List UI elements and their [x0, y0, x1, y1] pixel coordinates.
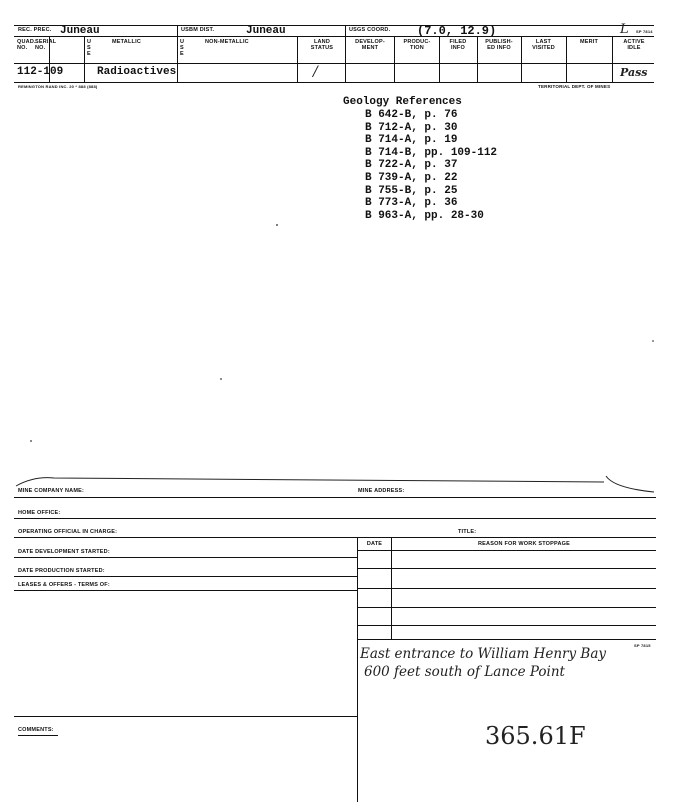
form-rule [14, 497, 656, 498]
metallic-label: METALLIC [112, 39, 141, 45]
usbm-dist-label: USBM DIST. [181, 27, 215, 33]
land-status-value: / [313, 64, 318, 80]
header-bottom-rule [14, 82, 654, 83]
scan-speck [30, 440, 32, 442]
comments-label: COMMENTS: [18, 727, 54, 733]
reference-item: B 714-B, pp. 109-112 [365, 146, 498, 159]
scan-speck [276, 224, 278, 226]
form-rule [14, 576, 357, 577]
rec-prec-label: REC. PREC. [18, 27, 52, 33]
header-top-rule [14, 25, 654, 26]
serial-no-label: SERIAL NO. [35, 39, 57, 51]
production-label: PRODUC- TION [403, 39, 431, 51]
reference-item: B 773-A, p. 36 [365, 197, 458, 210]
reference-item: B 963-A, pp. 28-30 [365, 209, 484, 222]
form-rule [357, 588, 656, 589]
quad-serial-value: 112-109 [17, 66, 64, 78]
col-divider [84, 36, 85, 82]
col-divider [297, 36, 298, 82]
col-divider [612, 36, 613, 82]
torn-top-edge [14, 472, 664, 498]
leases-label: LEASES & OFFERS - TERMS OF: [18, 582, 110, 588]
usbm-dist-value: Juneau [246, 25, 286, 37]
header-row1-rule [14, 36, 654, 37]
form-rule [14, 716, 357, 717]
mine-address-label: MINE ADDRESS: [358, 488, 405, 494]
use-label-metallic: U S E [87, 39, 92, 57]
mine-company-label: MINE COMPANY NAME: [18, 488, 85, 494]
form-rule [357, 639, 656, 640]
form-rule [357, 550, 656, 551]
rec-prec-value: Juneau [60, 25, 100, 37]
land-status-label: LAND STATUS [310, 39, 334, 51]
operating-official-label: OPERATING OFFICIAL IN CHARGE: [18, 529, 118, 535]
home-office-label: HOME OFFICE: [18, 510, 61, 516]
reference-item: B 739-A, p. 22 [365, 171, 458, 184]
nonmetallic-label: NON-METALLIC [205, 39, 249, 45]
date-production-label: DATE PRODUCTION STARTED: [18, 568, 105, 574]
active-idle-value: Pass [620, 66, 648, 79]
use-label-nonmetallic: U S E [180, 39, 185, 57]
merit-label: MERIT [579, 39, 599, 45]
reference-item: B 712-A, p. 30 [365, 121, 458, 134]
reference-item: B 755-B, p. 25 [365, 184, 458, 197]
form-rule [14, 557, 357, 558]
scan-speck [652, 340, 654, 342]
printer-note: REMINGTON RAND INC. 20 * 888 (888) [18, 84, 98, 89]
reference-item: B 722-A, p. 37 [365, 159, 458, 172]
references-list [365, 109, 497, 222]
form-rule [357, 607, 656, 608]
references-title: Geology References [343, 96, 462, 108]
reference-item: B 642-B, p. 76 [365, 109, 458, 121]
scan-speck [220, 378, 222, 380]
quad-no-label: QUAD. NO. [17, 39, 36, 51]
col-divider [177, 25, 178, 82]
usgs-coord-value: (7.0, 12.9) [417, 24, 497, 38]
date-development-label: DATE DEVELOPMENT STARTED: [18, 549, 110, 555]
form-rule [14, 590, 357, 591]
date-column-label: DATE [366, 541, 383, 547]
handwritten-location-line2: 600 feet south of Lance Point [364, 664, 565, 680]
development-label: DEVELOP- MENT [355, 39, 385, 51]
header-row2-rule [14, 63, 654, 64]
corner-mark: L [620, 22, 629, 37]
col-divider [394, 36, 395, 82]
col-divider [345, 25, 346, 82]
form-rule [14, 537, 656, 538]
title-label: TITLE: [458, 529, 477, 535]
reason-column-label: REASON FOR WORK STOPPAGE [478, 541, 570, 547]
handwritten-location-line1: East entrance to William Henry Bay [360, 646, 607, 662]
active-idle-label: ACTIVE IDLE [623, 39, 645, 51]
comments-column-divider [357, 639, 358, 802]
last-visited-label: LAST VISITED [532, 39, 555, 51]
form-number-bottom: SP 7815 [634, 643, 651, 648]
comments-underline [18, 735, 58, 736]
form-rule [357, 625, 656, 626]
reference-item: B 714-A, p. 19 [365, 134, 458, 147]
form-number-top: SP 7814 [636, 29, 653, 34]
filed-info-label: FILED INFO [449, 39, 467, 51]
dept-note: TERRITORIAL DEPT. OF MINES [538, 84, 611, 89]
form-rule [14, 518, 656, 519]
handwritten-number: 365.61F [485, 722, 586, 750]
usgs-coord-label: USGS COORD. [349, 27, 391, 33]
published-info-label: PUBLISH- ED INFO [485, 39, 513, 51]
metallic-value: Radioactives [97, 66, 177, 78]
form-rule [357, 568, 656, 569]
